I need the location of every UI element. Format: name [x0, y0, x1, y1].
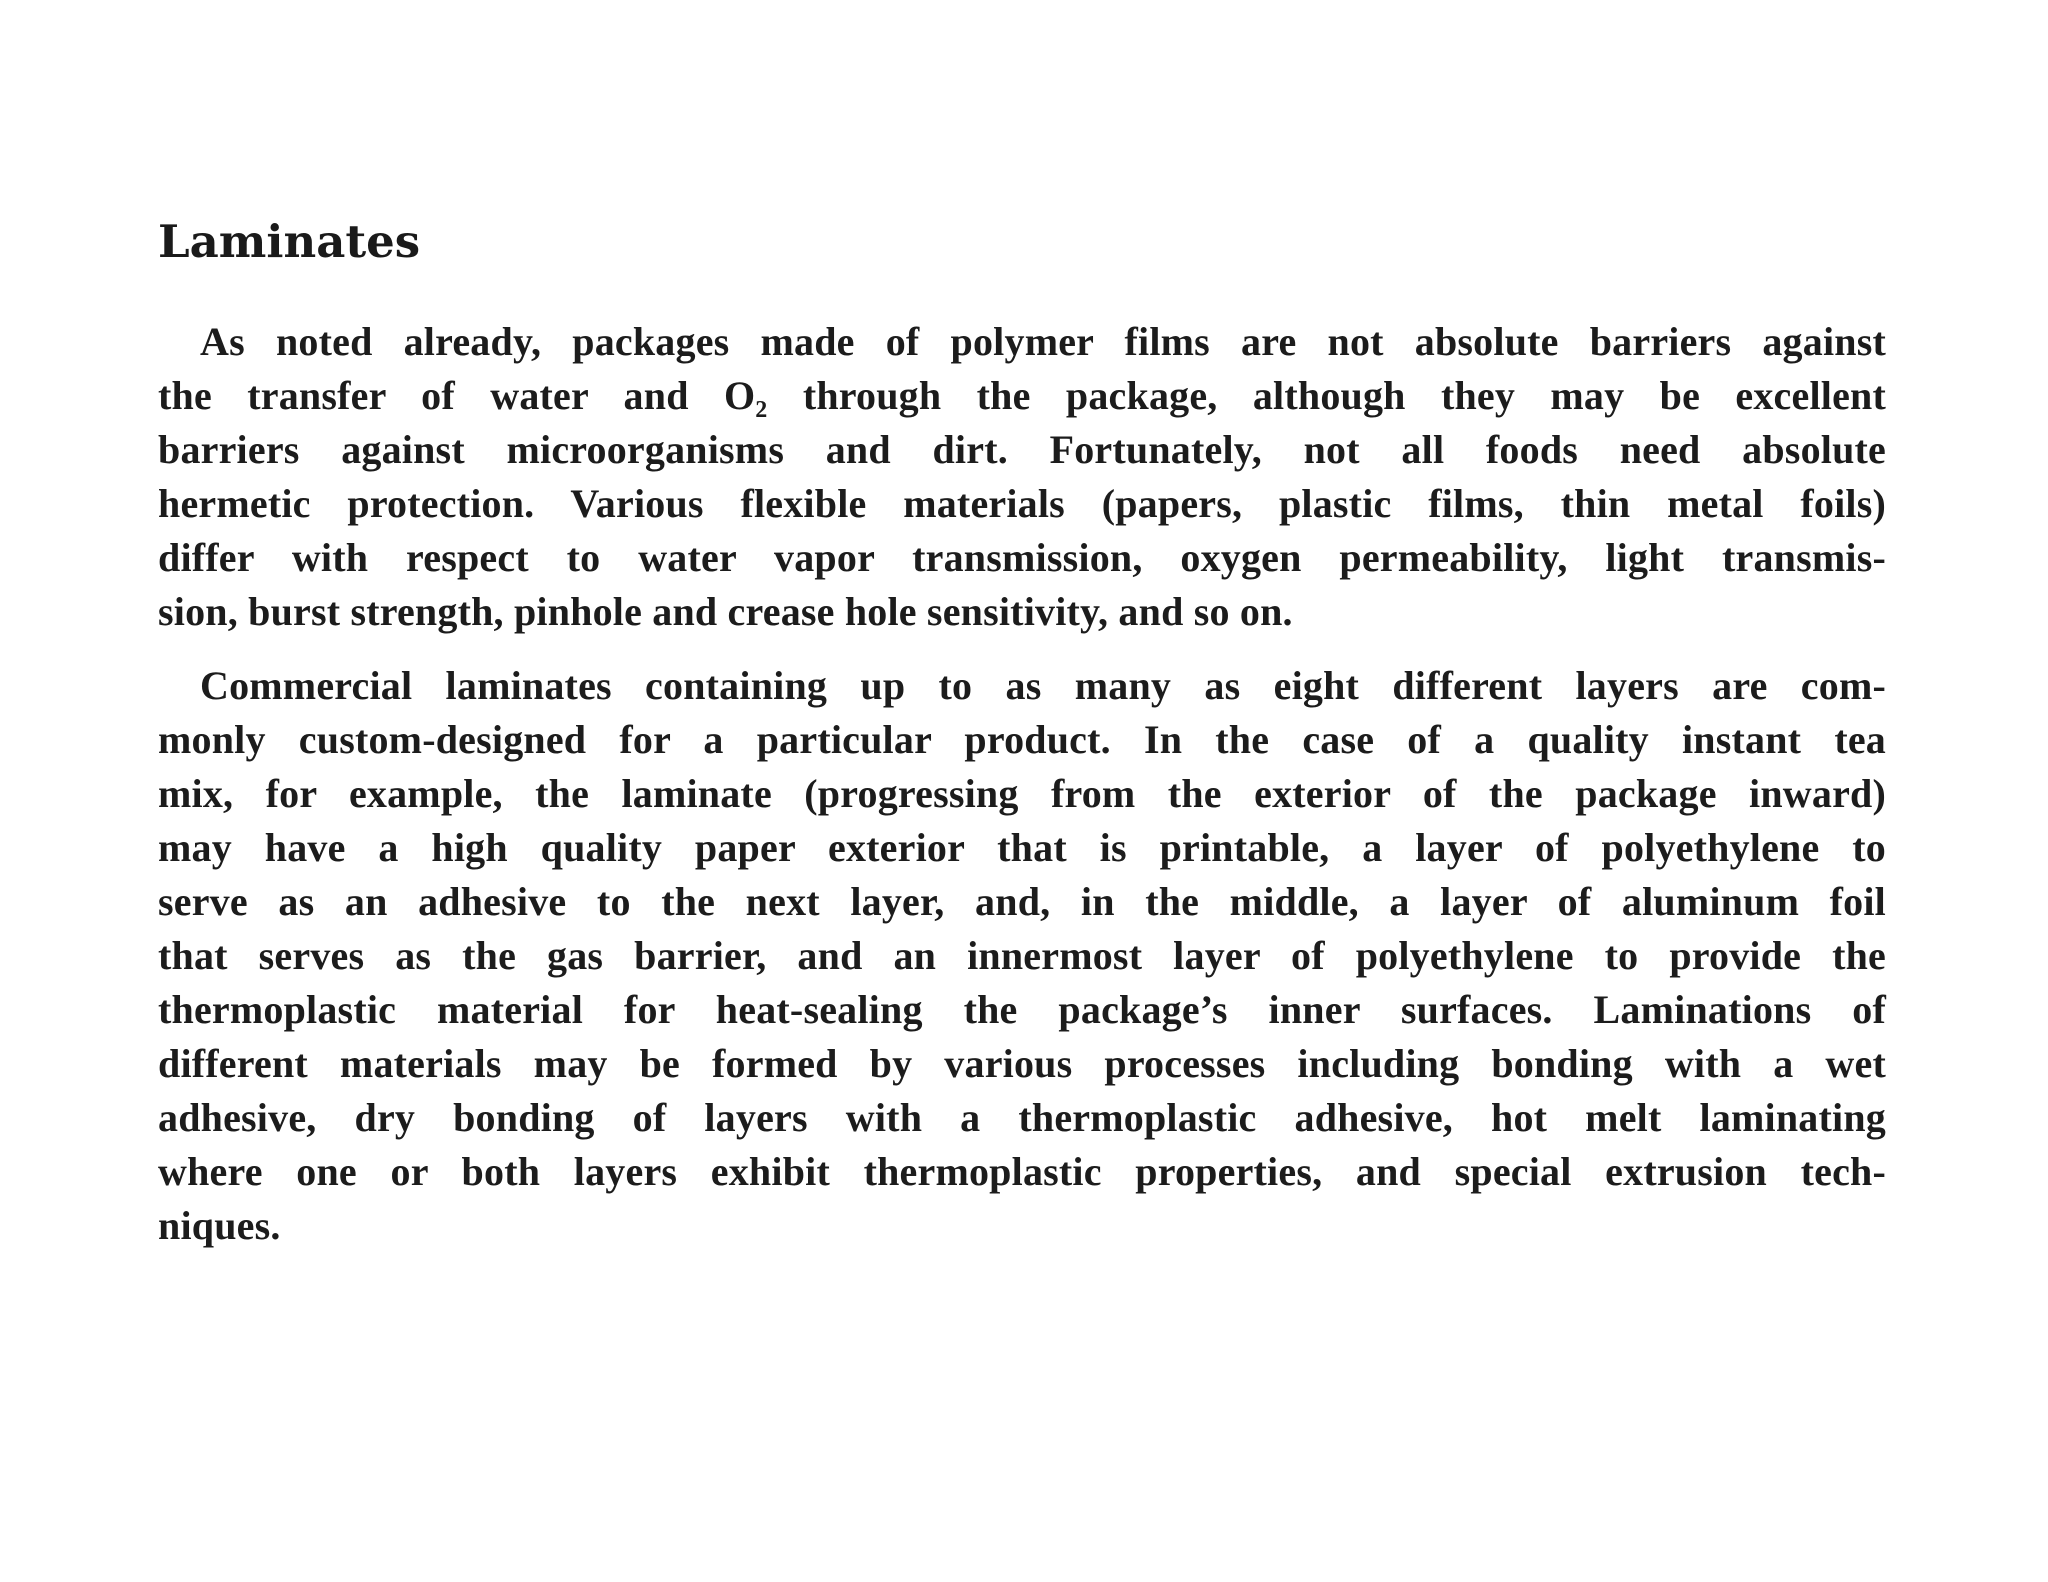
paragraph-line: adhesive, dry bonding of layers with a thermoplastic adhesive, hot melt laminating — [158, 1095, 1886, 1140]
paragraph-line: barriers against microorganisms and dirt. Fortunately, not all foods need absolute — [158, 427, 1886, 472]
paragraph-line: hermetic protection. Various flexible materials (papers, plastic films, thin metal foils) — [158, 481, 1886, 526]
section-heading: Laminates — [158, 215, 421, 268]
paragraph-2 — [158, 659, 1886, 1253]
paragraph-line: different materials may be formed by various processes including bonding with a wet — [158, 1041, 1886, 1086]
paragraph-line: Commercial laminates containing up to as many as eight different layers are com- — [200, 663, 1886, 708]
paragraph-line: the transfer of water and O₂ through the package, although they may be excellent — [158, 373, 1886, 418]
paragraph-line: niques. — [158, 1203, 281, 1248]
paragraph-line: that serves as the gas barrier, and an innermost layer of polyethylene to provide the — [158, 933, 1886, 978]
paragraph-line: thermoplastic material for heat-sealing the package’s inner surfaces. Laminations of — [158, 987, 1886, 1032]
paragraph-line: serve as an adhesive to the next layer, and, in the middle, a layer of aluminum foil — [158, 879, 1886, 924]
paragraph-line: As noted already, packages made of polymer films are not absolute barriers against — [200, 319, 1886, 364]
paragraph-line: sion, burst strength, pinhole and crease hole sensitivity, and so on. — [158, 589, 1293, 634]
paragraph-line: monly custom-designed for a particular product. In the case of a quality instant tea — [158, 717, 1886, 762]
paragraph-1 — [158, 315, 1886, 639]
paragraph-line: where one or both layers exhibit thermoplastic properties, and special extrusion tech- — [158, 1149, 1886, 1194]
paragraph-line: mix, for example, the laminate (progressing from the exterior of the package inward) — [158, 771, 1886, 816]
paragraph-line: may have a high quality paper exterior that is printable, a layer of polyethylene to — [158, 825, 1886, 870]
paragraph-line: differ with respect to water vapor transmission, oxygen permeability, light transmis- — [158, 535, 1886, 580]
